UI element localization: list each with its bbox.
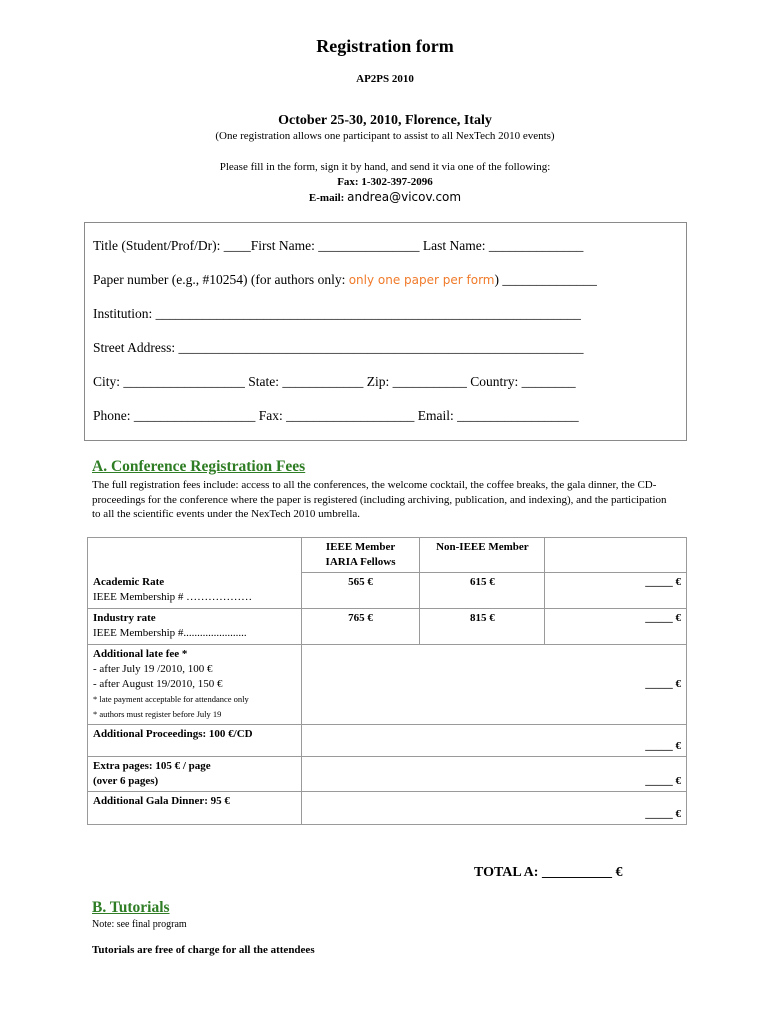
street-address-row[interactable]: Street Address: ____________________________________________________________ bbox=[93, 340, 584, 355]
late-fee-row bbox=[88, 645, 687, 725]
instructions: Please fill in the form, sign it by hand, and send it via one of the following: bbox=[219, 161, 551, 173]
late-fee-note-2: * authors must register before July 19 bbox=[93, 709, 222, 719]
email-address[interactable]: andrea@vicov.com bbox=[347, 190, 462, 204]
industry-non-ieee-fee: 815 € bbox=[420, 609, 545, 645]
paper-number-label: Paper number (e.g., #10254) (for authors only: bbox=[93, 272, 349, 287]
section-a-description: The full registration fees include: access to all the conferences, the welcome cocktail, the coffee breaks, the gala dinner, the CD-proceedings for the conference where the paper is registered (including archiving, publication, and indexing), and the participation to all the scientific events under the NexTech 2010 umbrella. bbox=[92, 479, 667, 520]
registration-note: (One registration allows one participant to assist to all NexTech 2010 events) bbox=[215, 130, 555, 142]
academic-rate-row bbox=[88, 573, 687, 609]
col-ieee-member: IEEE Member IARIA Fellows bbox=[301, 538, 420, 573]
conference-dates: October 25-30, 2010, Florence, Italy bbox=[278, 113, 492, 128]
paper-number-field[interactable]: ) ______________ bbox=[494, 272, 597, 287]
fax-number: Fax: 1-302-397-2096 bbox=[337, 176, 433, 188]
personal-info-box bbox=[84, 222, 687, 441]
fees-header-row bbox=[88, 538, 687, 573]
tutorials-free-text: Tutorials are free of charge for all the attendees bbox=[92, 944, 315, 956]
gala-dinner-amount-field[interactable]: _____ € bbox=[301, 792, 686, 825]
institution-row[interactable]: Institution: _______________________________________________________________ bbox=[93, 306, 581, 321]
phone-fax-email-row[interactable]: Phone: __________________ Fax: ___________________ Email: __________________ bbox=[93, 408, 579, 423]
paper-number-row[interactable] bbox=[93, 272, 597, 288]
late-fee-july: - after July 19 /2010, 100 € bbox=[93, 663, 213, 675]
fees-header-empty bbox=[88, 538, 302, 573]
extra-pages-row bbox=[88, 757, 687, 792]
academic-membership-field[interactable]: IEEE Membership # ……………… bbox=[93, 590, 253, 603]
extra-pages-condition: (over 6 pages) bbox=[93, 775, 159, 787]
fees-table bbox=[87, 537, 687, 825]
email-label: E-mail: bbox=[308, 192, 345, 204]
email-line bbox=[0, 190, 770, 204]
proceedings-label: Additional Proceedings: 100 €/CD bbox=[88, 725, 302, 757]
gala-dinner-label: Additional Gala Dinner: 95 € bbox=[88, 792, 302, 825]
section-a-heading: A. Conference Registration Fees bbox=[92, 458, 306, 475]
col-non-ieee-member: Non-IEEE Member bbox=[420, 538, 545, 573]
late-fee-august: - after August 19/2010, 150 € bbox=[93, 678, 223, 690]
industry-rate-label: Industry rate bbox=[93, 612, 156, 624]
industry-amount-field[interactable]: _____ € bbox=[545, 609, 687, 645]
academic-rate-cell bbox=[88, 573, 302, 609]
industry-rate-cell bbox=[88, 609, 302, 645]
tutorials-note: Note: see final program bbox=[92, 919, 187, 930]
extra-pages-amount-field[interactable]: _____ € bbox=[301, 757, 686, 792]
late-fee-note-1: * late payment acceptable for attendance only bbox=[93, 694, 249, 704]
gala-dinner-row bbox=[88, 792, 687, 825]
academic-ieee-fee: 565 € bbox=[301, 573, 420, 609]
academic-non-ieee-fee: 615 € bbox=[420, 573, 545, 609]
industry-membership-field[interactable]: IEEE Membership #....................... bbox=[93, 627, 247, 639]
academic-rate-label: Academic Rate bbox=[93, 575, 165, 588]
city-state-zip-row[interactable]: City: __________________ State: ____________ Zip: ___________ Country: ________ bbox=[93, 374, 576, 389]
conference-code: AP2PS 2010 bbox=[356, 73, 414, 85]
one-paper-note: only one paper per form bbox=[348, 273, 495, 287]
late-fee-label: Additional late fee * bbox=[93, 648, 188, 660]
late-fee-cell bbox=[88, 645, 302, 725]
industry-rate-row bbox=[88, 609, 687, 645]
fees-header-blank bbox=[545, 538, 687, 573]
proceedings-row bbox=[88, 725, 687, 757]
industry-ieee-fee: 765 € bbox=[301, 609, 420, 645]
proceedings-amount-field[interactable]: _____ € bbox=[301, 725, 686, 757]
total-a-field[interactable]: TOTAL A: __________ € bbox=[474, 865, 623, 880]
page-title: Registration form bbox=[316, 36, 454, 56]
academic-amount-field[interactable]: _____ € bbox=[545, 573, 687, 609]
extra-pages-label: Extra pages: 105 € / page bbox=[93, 760, 211, 772]
section-b-heading: B. Tutorials bbox=[92, 899, 170, 916]
name-row[interactable]: Title (Student/Prof/Dr): ____First Name: _______________ Last Name: ______________ bbox=[93, 238, 584, 253]
late-fee-amount-field[interactable]: _____ € bbox=[301, 645, 686, 725]
extra-pages-cell bbox=[88, 757, 302, 792]
